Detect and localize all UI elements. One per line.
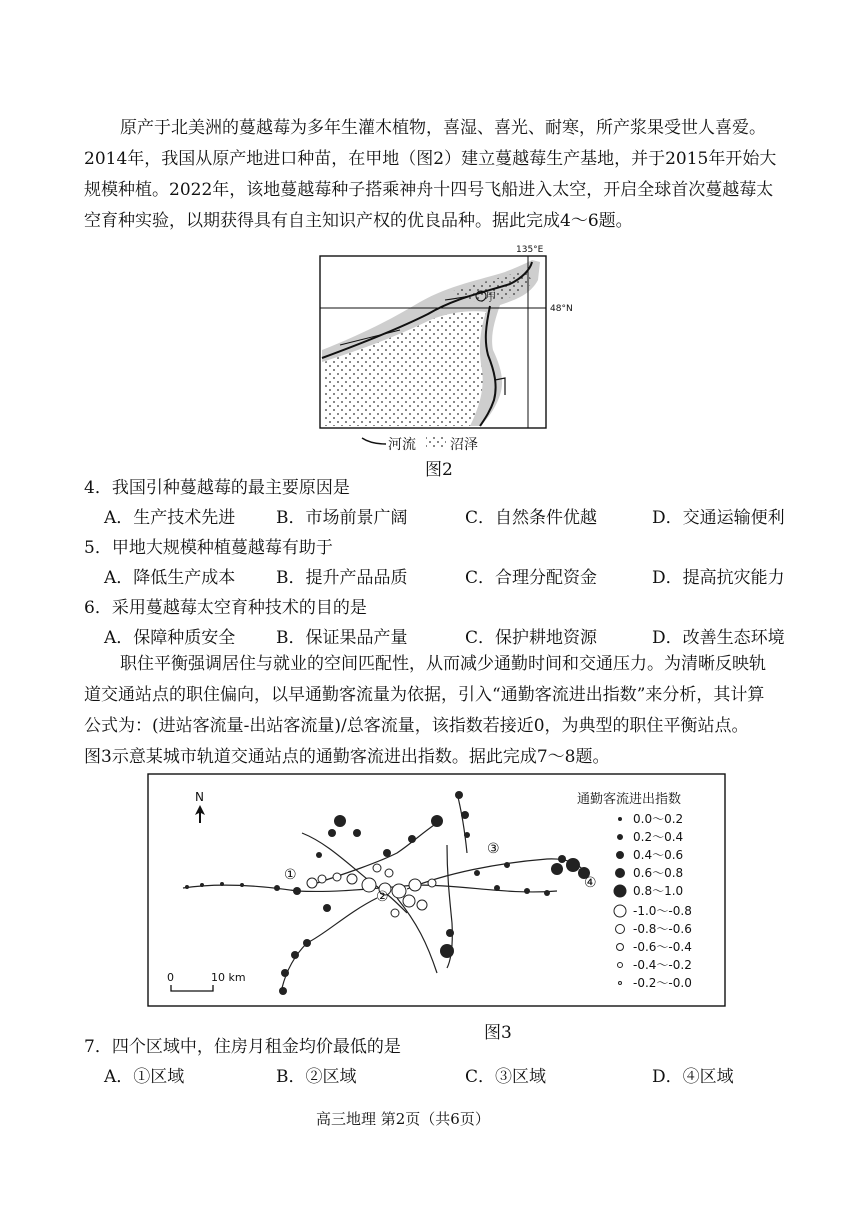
q7-option-c[interactable]: C．③区域: [465, 1067, 547, 1087]
q4-option-c[interactable]: C．自然条件优越: [465, 508, 598, 528]
legend-item: -0.6～-0.4: [633, 940, 692, 954]
intro1-line: 规模种植。2022年，该地蔓越莓种子搭乘神舟十四号飞船进入太空，开启全球首次蔓越莓太: [84, 180, 774, 200]
q6-option-d[interactable]: D．改善生态环境: [652, 628, 785, 648]
intro1-line: 2014年，我国从原产地进口种苗，在甲地（图2）建立蔓越莓生产基地，并于2015年开始大: [84, 149, 777, 169]
q7-option-a[interactable]: A．①区域: [104, 1067, 185, 1087]
q4-option-b[interactable]: B．市场前景广阔: [276, 508, 408, 528]
legend-marsh-icon: [426, 437, 446, 449]
q6-option-c[interactable]: C．保护耕地资源: [465, 628, 598, 648]
legend-river-icon: [362, 438, 386, 444]
q6-option-a[interactable]: A．保障种质安全: [104, 628, 236, 648]
figure-3-metro-map: [147, 773, 727, 1009]
legend-item: 0.2～0.4: [633, 830, 684, 844]
legend-item: -0.8～-0.6: [633, 922, 692, 936]
q5-option-c[interactable]: C．合理分配资金: [465, 568, 598, 588]
q5-option-b[interactable]: B．提升产品品质: [276, 568, 408, 588]
figure-2-map: [300, 240, 590, 455]
q7-option-b[interactable]: B．②区域: [276, 1067, 357, 1087]
legend-item: -0.2～-0.0: [633, 976, 692, 990]
region-2-label: ②: [376, 889, 389, 905]
legend-river-label: 河流: [388, 437, 416, 453]
q7-option-d[interactable]: D．④区域: [652, 1067, 734, 1087]
q5-option-a[interactable]: A．降低生产成本: [104, 568, 236, 588]
place-label: 甲: [486, 292, 496, 303]
intro2-line: 公式为：(进站客流量-出站客流量)/总客流量，该指数若接近0，为典型的职住平衡站点。: [84, 716, 749, 736]
intro1-line: 原产于北美洲的蔓越莓为多年生灌木植物，喜湿、喜光、耐寒，所产浆果受世人喜爱。: [120, 118, 766, 138]
lon-label: 135°E: [516, 245, 544, 255]
q5-option-d[interactable]: D．提高抗灾能力: [652, 568, 785, 588]
intro2-line: 道交通站点的职住偏向，以早通勤客流量为依据，引入“通勤客流进出指数”来分析，其计算: [84, 685, 765, 705]
question-5-stem: 5．甲地大规模种植蔓越莓有助于: [84, 538, 333, 558]
page-footer: 高三地理 第2页（共6页）: [316, 1110, 490, 1128]
legend-item: 0.0～0.2: [633, 812, 684, 826]
region-3-label: ③: [487, 841, 500, 857]
question-4-stem: 4．我国引种蔓越莓的最主要原因是: [84, 478, 350, 498]
scale-length: 10 km: [211, 971, 246, 984]
q4-option-a[interactable]: A．生产技术先进: [104, 508, 236, 528]
region-4-label: ④: [584, 875, 597, 891]
legend-item: 0.8～1.0: [633, 884, 684, 898]
lat-label: 48°N: [550, 304, 573, 314]
figure-3-caption: 图3: [484, 1023, 512, 1043]
north-label: N: [195, 790, 204, 804]
question-7-stem: 7．四个区域中，住房月租金均价最低的是: [84, 1037, 401, 1057]
question-6-stem: 6．采用蔓越莓太空育种技术的目的是: [84, 598, 367, 618]
legend-title: 通勤客流进出指数: [577, 792, 682, 807]
scale-zero: 0: [167, 971, 174, 984]
legend-item: 0.4～0.6: [633, 848, 684, 862]
intro1-line: 空育种实验，以期获得具有自主知识产权的优良品种。据此完成4～6题。: [84, 211, 633, 231]
legend-marsh-label: 沼泽: [450, 437, 478, 453]
q4-option-d[interactable]: D．交通运输便利: [652, 508, 785, 528]
legend-item: -1.0～-0.8: [633, 904, 692, 918]
region-1-label: ①: [284, 867, 297, 883]
q6-option-b[interactable]: B．保证果品产量: [276, 628, 408, 648]
intro2-line: 图3示意某城市轨道交通站点的通勤客流进出指数。据此完成7～8题。: [84, 747, 610, 767]
figure-2-caption: 图2: [425, 460, 453, 480]
intro2-line: 职住平衡强调居住与就业的空间匹配性，从而减少通勤时间和交通压力。为清晰反映轨: [120, 654, 766, 674]
legend-item: 0.6～0.8: [633, 866, 684, 880]
legend-item: -0.4～-0.2: [633, 958, 692, 972]
